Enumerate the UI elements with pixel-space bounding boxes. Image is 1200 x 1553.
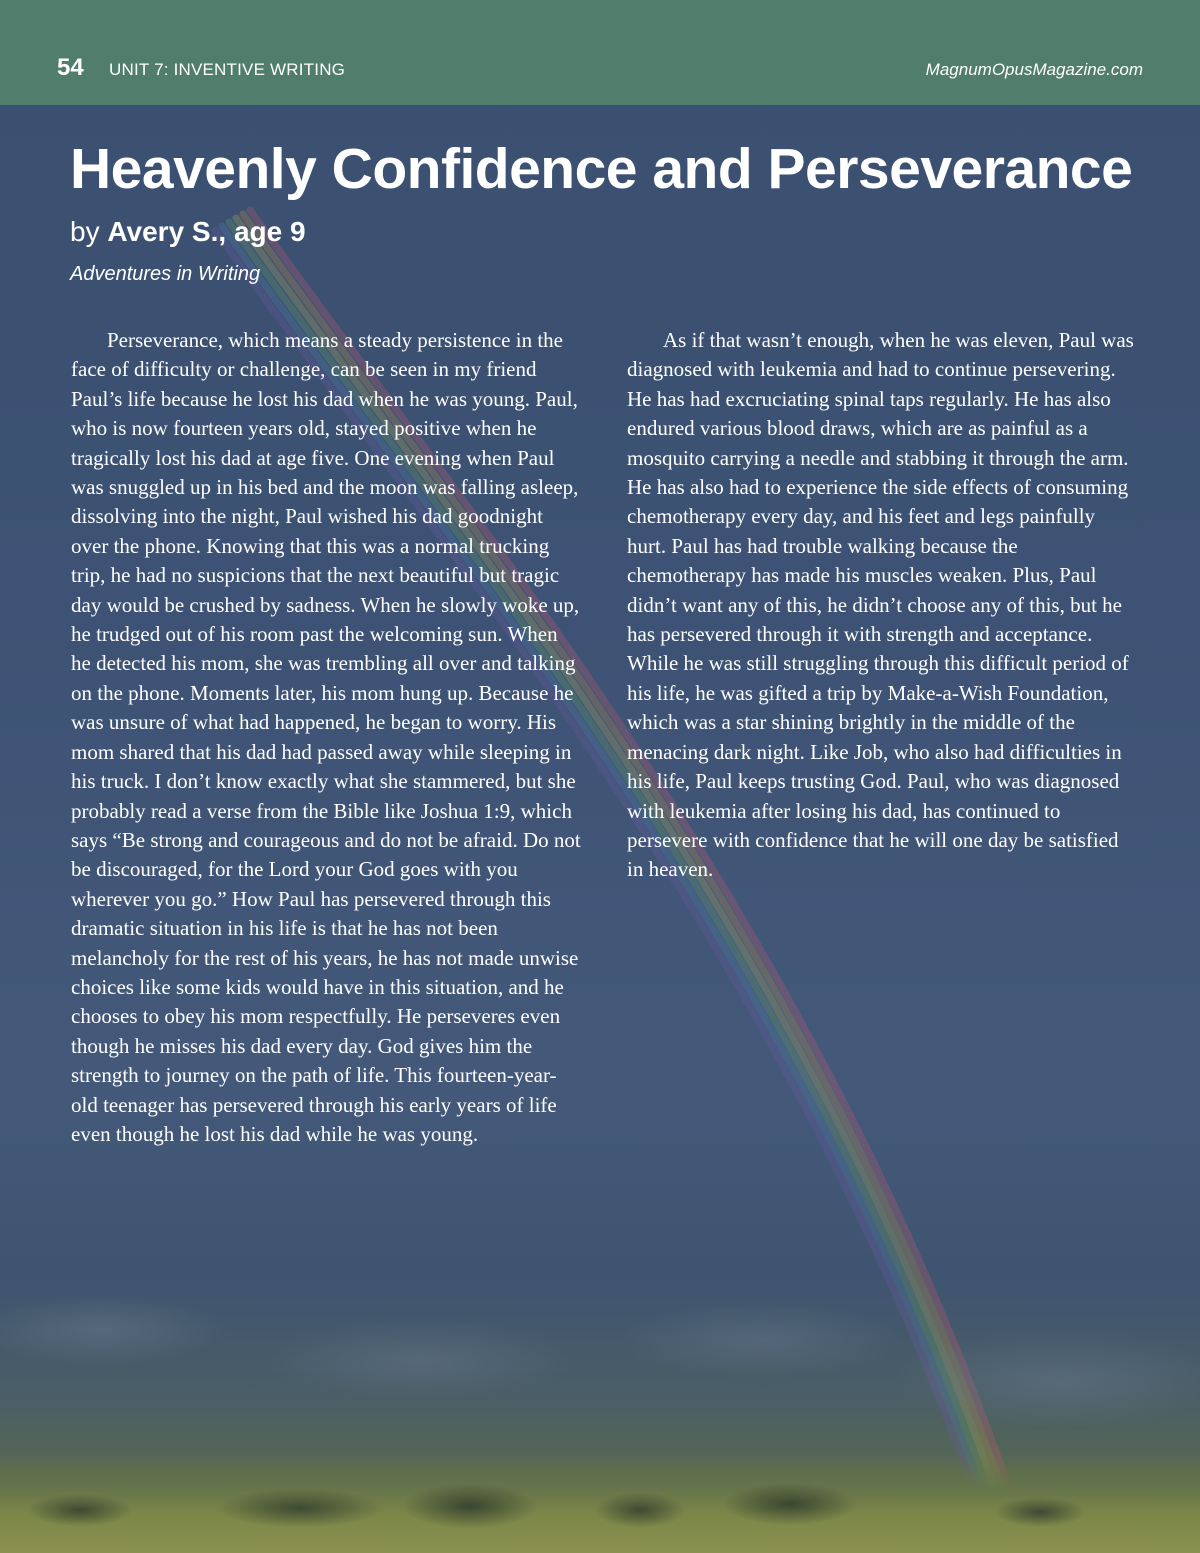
- site-url: MagnumOpusMagazine.com: [925, 60, 1143, 79]
- article-title: Heavenly Confidence and Perseverance: [70, 137, 1133, 201]
- article-column-left: [71, 326, 581, 1149]
- clouds-decoration: [0, 1270, 1200, 1470]
- byline-prefix: by: [70, 216, 100, 247]
- article-column-right: [627, 326, 1137, 885]
- unit-label: UNIT 7: INVENTIVE WRITING: [109, 60, 346, 79]
- tree-line: [0, 1470, 1200, 1530]
- article-paragraph: As if that wasn’t enough, when he was eleven, Paul was diagnosed with leukemia and had to continue persevering. He has had excruciating spinal taps regularly. He has also endured various blood draws, which are as painful as a mosquito carrying a needle and stabbing it through the arm. He has also had to experience the side effects of consuming chemotherapy every day, and his feet and legs painfully hurt. Paul has had trouble walking because the chemotherapy has made his muscles weaken. Plus, Paul didn’t want any of this, he didn’t choose any of this, but he has persevered through it with strength and acceptance. While he was still struggling through this difficult period of his life, he was gifted a trip by Make-a-Wish Foundation, which was a star shining brightly in the middle of the menacing dark night. Like Job, who also had difficulties in his life, Paul keeps trusting God. Paul, who was diagnosed with leukemia after losing his dad, has continued to persevere with confidence that he will one day be satisfied in heaven.: [627, 328, 1134, 882]
- author-name: Avery S., age 9: [107, 216, 306, 247]
- page-header: [0, 0, 1200, 105]
- article-source: Adventures in Writing: [70, 263, 261, 285]
- article-paragraph: Perseverance, which means a steady persistence in the face of difficulty or challenge, can be seen in my friend Paul’s life because he lost his dad when he was young. Paul, who is now fourteen years old, stayed positive when he tragically lost his dad at age five. One evening when Paul was snuggled up in his bed and the moon was falling asleep, dissolving into the night, Paul wished his dad goodnight over the phone. Knowing that this was a normal trucking trip, he had no suspicions that the next beautiful but tragic day would be crushed by sadness. When he slowly woke up, he trudged out of his room past the welcoming sun. When he detected his mom, she was trembling all over and talking on the phone. Moments later, his mom hung up. Because he was unsure of what had happened, he began to worry. His mom shared that his dad had passed away while sleeping in his truck. I don’t know exactly what she stammered, but she probably read a verse from the Bible like Joshua 1:9, which says “Be strong and courageous and do not be afraid. Do not be discouraged, for the Lord your God goes with you wherever you go.” How Paul has persevered through this dramatic situation in his life is that he has not been melancholy for the rest of his years, he has not made unwise choices like some kids would have in this situation, and he chooses to obey his mom respectfully. He perseveres even though he misses his dad every day. God gives him the strength to journey on the path of life. This fourteen-year-old teenager has persevered through his early years of life even though he lost his dad while he was young.: [71, 328, 581, 1146]
- byline: [70, 216, 306, 248]
- page-number: 54: [57, 54, 84, 81]
